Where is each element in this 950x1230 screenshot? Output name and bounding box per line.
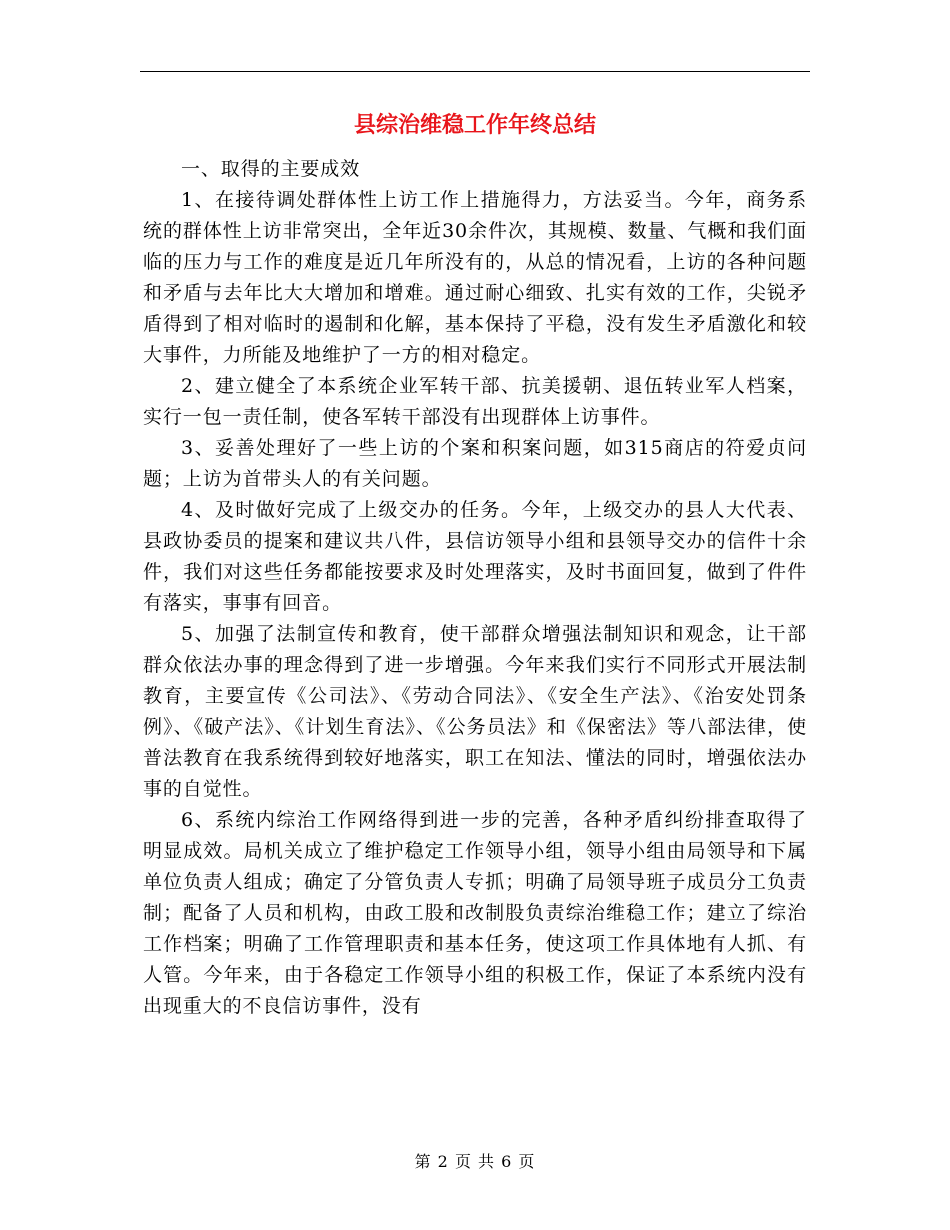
paragraph-2: 2、建立健全了本系统企业军转干部、抗美援朝、退伍转业军人档案，实行一包一责任制，使各军转干部没有出现群体上访事件。 xyxy=(143,375,807,428)
page-footer xyxy=(0,1150,950,1174)
document-body xyxy=(143,154,807,1022)
document-title: 县综治维稳工作年终总结 xyxy=(353,113,596,138)
paragraph-1: 1、在接待调处群体性上访工作上措施得力，方法妥当。今年，商务系统的群体性上访非常突出，全年近30余件次，其规模、数量、气概和我们面临的压力与工作的难度是近几年所没有的，从总的情况看，上访的各种问题和矛盾与去年比大大增加和增难。通过耐心细致、扎实有效的工作，尖锐矛盾得到了相对临时的遏制和化解，基本保持了平稳，没有发生矛盾激化和较大事件，力所能及地维护了一方的相对稳定。 xyxy=(143,189,807,366)
paragraph-3: 3、妥善处理好了一些上访的个案和积案问题，如315商店的符爱贞问题；上访为首带头人的有关问题。 xyxy=(143,437,807,490)
section-heading: 一、取得的主要成效 xyxy=(181,158,361,180)
paragraph-4: 4、及时做好完成了上级交办的任务。今年，上级交办的县人大代表、县政协委员的提案和建议共八件，县信访领导小组和县领导交办的信件十余件，我们对这些任务都能按要求及时处理落实，及时书面回复，做到了件件有落实，事事有回音。 xyxy=(143,499,807,614)
page-number: 第 2 页 共 6 页 xyxy=(414,1152,536,1171)
paragraph-6: 6、系统内综治工作网络得到进一步的完善，各种矛盾纠纷排查取得了明显成效。局机关成立了维护稳定工作领导小组，领导小组由局领导和下属单位负责人组成；确定了分管负责人专抓；明确了局领导班子成员分工负责制；配备了人员和机构，由政工股和改制股负责综治维稳工作；建立了综治工作档案；明确了工作管理职责和基本任务，使这项工作具体地有人抓、有人管。今年来，由于各稳定工作领导小组的积极工作，保证了本系统内没有出现重大的不良信访事件，没有 xyxy=(143,809,807,1017)
paragraph-5: 5、加强了法制宣传和教育，使干部群众增强法制知识和观念，让干部群众依法办事的理念得到了进一步增强。今年来我们实行不同形式开展法制教育，主要宣传《公司法》、《劳动合同法》、《安全生产法》、《治安处罚条例》、《破产法》、《计划生育法》、《公务员法》和《保密法》等八部法律，使普法教育在我系统得到较好地落实，职工在知法、懂法的同时，增强依法办事的自觉性。 xyxy=(143,623,807,800)
header-rule xyxy=(140,71,810,72)
